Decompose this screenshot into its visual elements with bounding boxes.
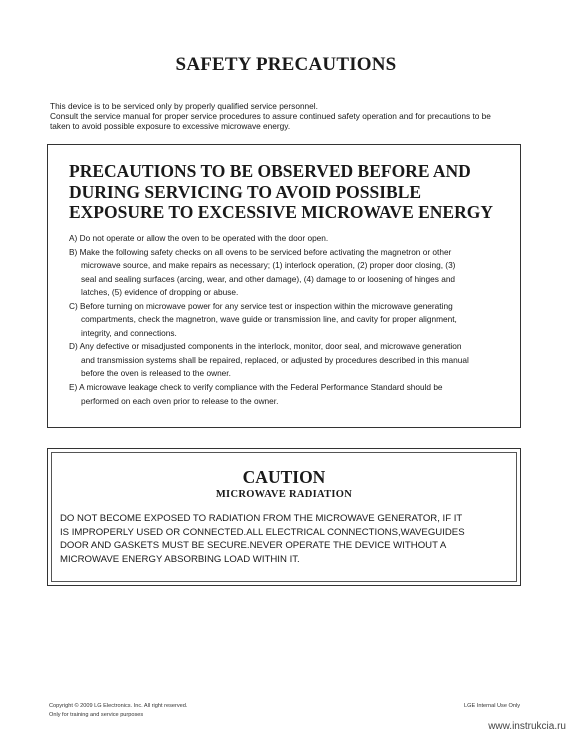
- training-note: Only for training and service purposes: [49, 712, 144, 718]
- precaution-item: B) Make the following safety checks on all ovens to be serviced before activating the magnetron or other: [69, 246, 452, 257]
- intro-line: Consult the service manual for proper service procedures to assure continued safety operation and for precautions to be: [50, 111, 491, 122]
- caution-line: IS IMPROPERLY USED OR CONNECTED.ALL ELECTRICAL CONNECTIONS,WAVEGUIDES: [60, 526, 465, 538]
- precaution-item-continuation: microwave source, and make repairs as necessary; (1) interlock operation, (2) proper door closing, (3): [81, 260, 456, 271]
- caution-subtitle: MICROWAVE RADIATION: [215, 489, 353, 500]
- caution-line: MICROWAVE ENERGY ABSORBING LOAD WITHIN IT.: [60, 553, 300, 565]
- internal-use-label: LGE Internal Use Only: [464, 703, 520, 709]
- watermark-url: www.instrukcia.ru: [488, 721, 566, 732]
- caution-box: [47, 448, 521, 586]
- caution-body: [60, 512, 510, 566]
- intro-line: This device is to be serviced only by properly qualified service personnel.: [50, 101, 318, 111]
- precautions-heading: [69, 161, 493, 223]
- heading-line: PRECAUTIONS TO BE OBSERVED BEFORE AND: [69, 161, 471, 181]
- caution-line: DOOR AND GASKETS MUST BE SECURE.NEVER OPERATE THE DEVICE WITHOUT A: [60, 540, 447, 552]
- precautions-box: [47, 144, 521, 428]
- caution-title: CAUTION: [242, 467, 326, 487]
- precaution-item: C) Before turning on microwave power for any service test or inspection within the microwave generating: [69, 300, 453, 311]
- precaution-item: E) A microwave leakage check to verify compliance with the Federal Performance Standard should be: [69, 382, 443, 393]
- precaution-item-continuation: latches, (5) evidence of dropping or abuse.: [81, 287, 239, 298]
- copyright-text: Copyright © 2009 LG Electronics. Inc. All right reserved.: [49, 703, 188, 709]
- precaution-item-continuation: integrity, and connections.: [81, 327, 177, 338]
- precaution-item-continuation: seal and sealing surfaces (arcing, wear, and other damage), (4) damage to or loosening of hinges and: [81, 273, 456, 284]
- page-title: SAFETY PRECAUTIONS: [175, 54, 397, 75]
- precaution-item-continuation: compartments, check the magnetron, wave guide or transmission line, and cavity for proper alignment,: [81, 314, 457, 325]
- precaution-item: A) Do not operate or allow the oven to be operated with the door open.: [69, 233, 329, 243]
- precaution-item-continuation: and transmission systems shall be repaired, replaced, or adjusted by procedures described in this manual: [81, 354, 469, 365]
- intro-line: taken to avoid possible exposure to excessive microwave energy.: [50, 121, 291, 132]
- precaution-item: D) Any defective or misadjusted components in the interlock, monitor, door seal, and microwave generation: [69, 341, 462, 352]
- precaution-item-continuation: performed on each oven prior to release to the owner.: [81, 395, 279, 406]
- intro-text: [50, 101, 530, 132]
- heading-line: DURING SERVICING TO AVOID POSSIBLE: [69, 181, 422, 202]
- caution-line: DO NOT BECOME EXPOSED TO RADIATION FROM THE MICROWAVE GENERATOR, IF IT: [60, 513, 463, 524]
- footer-left: [49, 702, 187, 720]
- precaution-item-continuation: before the oven is released to the owner.: [81, 368, 231, 379]
- heading-line: EXPOSURE TO EXCESSIVE MICROWAVE ENERGY: [69, 202, 493, 222]
- precautions-list: [69, 232, 514, 408]
